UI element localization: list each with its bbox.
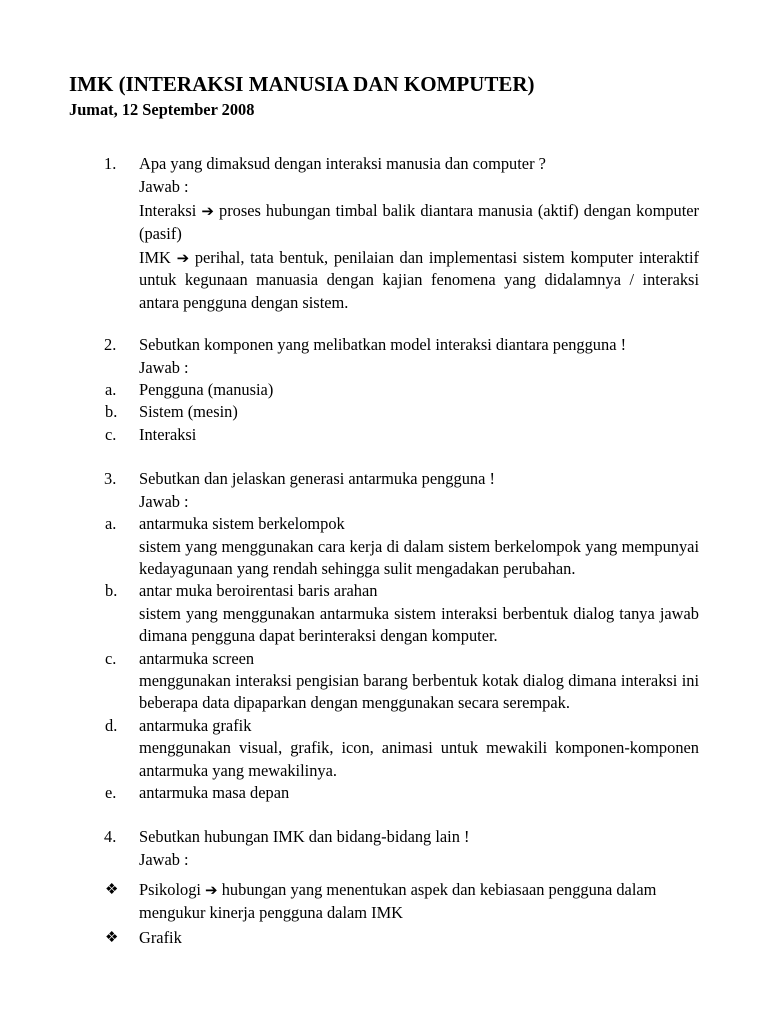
question-text: Sebutkan dan jelaskan generasi antarmuka pengguna ! <box>139 469 495 489</box>
item-letter: b. <box>105 581 118 601</box>
item-heading: antarmuka sistem berkelompok <box>139 514 345 534</box>
item-letter: c. <box>105 424 117 444</box>
list-item <box>69 580 699 647</box>
answer-interaksi <box>139 200 699 245</box>
item-heading: antarmuka grafik <box>139 715 252 735</box>
diamond-bullet-icon: ❖ <box>105 882 119 899</box>
answer-label: Jawab : <box>139 176 189 196</box>
question-number: 2. <box>104 335 117 355</box>
item-text: Interaksi <box>139 424 197 444</box>
doc-date: Jumat, 12 September 2008 <box>69 100 255 119</box>
item-description: menggunakan interaksi pengisian barang berbentuk kotak dialog dimana interaksi ini beberapa data dipaparkan dengan menggunakan secara serempak. <box>139 670 699 713</box>
item-description: sistem yang menggunakan antarmuka sistem interaksi berbentuk dialog tanya jawab dimana pengguna dapat berinteraksi dengan komputer. <box>139 603 699 646</box>
term: Psikologi <box>139 880 201 900</box>
question-4 <box>69 826 699 949</box>
item-letter: c. <box>105 648 117 668</box>
list-item <box>69 648 699 715</box>
question-number: 3. <box>104 469 117 489</box>
item-heading: antarmuka masa depan <box>139 782 290 802</box>
answer-label: Jawab : <box>139 357 189 377</box>
definition: perihal, tata bentuk, penilaian dan implementasi sistem komputer interaktif untuk kegunaan manuasia dengan kajian fenomena yang didalamnya / interaksi antara pengguna dengan sistem. <box>139 248 700 312</box>
list-item <box>69 927 699 949</box>
question-text: Sebutkan komponen yang melibatkan model interaksi diantara pengguna ! <box>139 335 627 355</box>
item-text: Pengguna (manusia) <box>139 380 274 400</box>
question-2 <box>69 334 699 446</box>
item-description: sistem yang menggunakan cara kerja di dalam sistem berkelompok yang mempunyai kedayagunaan yang rendah sehingga sulit mengadakan perubahan. <box>139 536 699 578</box>
answer-imk <box>139 247 699 314</box>
item-letter: a. <box>105 380 117 400</box>
document-page <box>69 71 699 949</box>
list-item <box>69 401 699 423</box>
definition: proses hubungan timbal balik diantara manusia (aktif) dengan komputer (pasif) <box>139 201 699 243</box>
definition: hubungan yang menentukan aspek dan kebiasaan pengguna dalam mengukur kinerja pengguna dalam IMK <box>139 880 657 922</box>
item-description: menggunakan visual, grafik, icon, animasi untuk mewakili komponen-komponen antarmuka yang mewakilinya. <box>139 738 699 780</box>
arrow-right-icon: ➔ <box>176 249 190 268</box>
list-item <box>69 715 699 782</box>
list-item <box>69 424 699 446</box>
arrow-right-icon: ➔ <box>201 202 214 221</box>
item-letter: d. <box>105 715 118 735</box>
item-letter: a. <box>105 514 117 534</box>
answer-label: Jawab : <box>139 849 189 869</box>
doc-title: IMK (INTERAKSI MANUSIA DAN KOMPUTER) <box>69 72 535 96</box>
item-heading: antarmuka screen <box>139 648 255 668</box>
item-text <box>139 879 699 924</box>
answer-label: Jawab : <box>139 491 189 511</box>
item-letter: e. <box>105 782 117 802</box>
item-text: Sistem (mesin) <box>139 402 238 422</box>
term: Interaksi <box>139 201 197 221</box>
list-item <box>69 782 699 804</box>
question-text: Apa yang dimaksud dengan interaksi manusia dan computer ? <box>139 154 546 174</box>
question-1 <box>69 153 699 314</box>
item-heading: antar muka beroirentasi baris arahan <box>139 581 378 601</box>
item-text: Grafik <box>139 928 182 947</box>
list-item <box>69 379 699 401</box>
list-item <box>69 879 699 924</box>
diamond-bullet-icon: ❖ <box>105 930 119 946</box>
question-number: 1. <box>104 154 117 174</box>
question-number: 4. <box>104 827 117 847</box>
question-text: Sebutkan hubungan IMK dan bidang-bidang lain ! <box>139 827 470 847</box>
item-letter: b. <box>105 402 118 422</box>
list-item <box>69 513 699 580</box>
question-3 <box>69 468 699 804</box>
term: IMK <box>139 248 171 268</box>
arrow-right-icon: ➔ <box>205 881 218 900</box>
